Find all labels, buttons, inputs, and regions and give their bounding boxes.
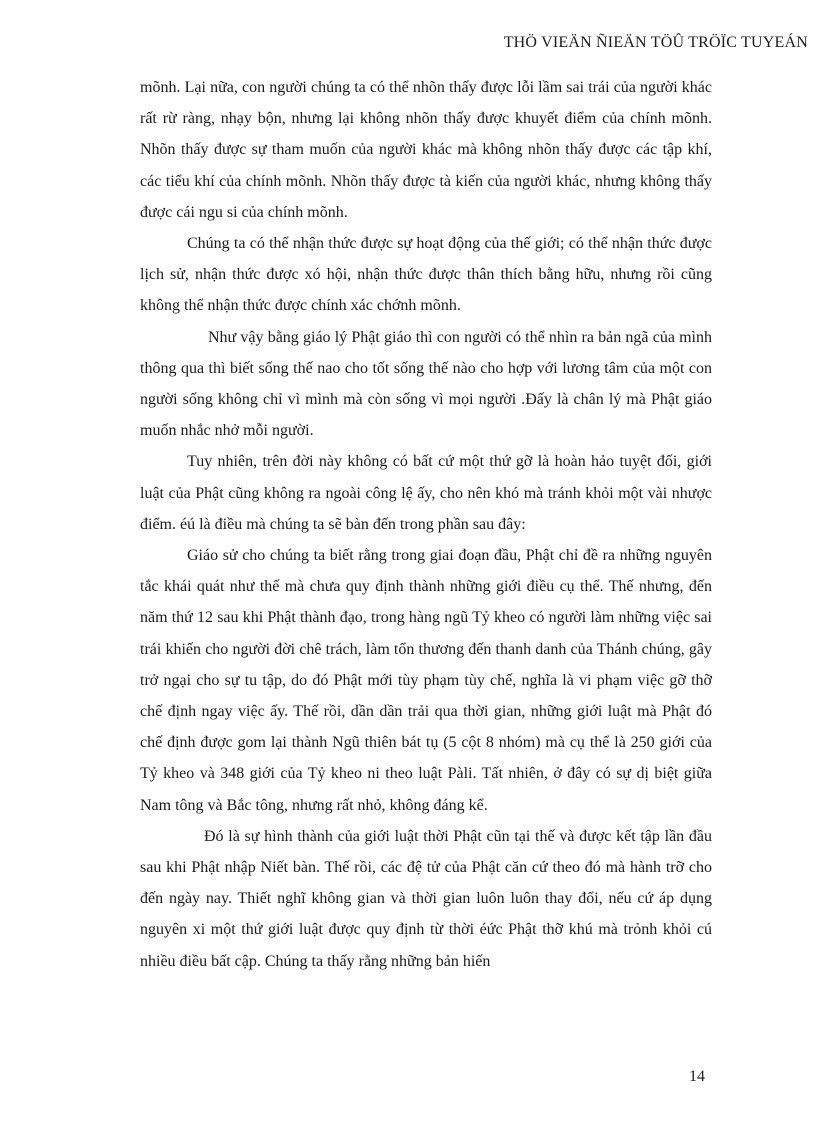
paragraph-3: Như vậy bằng giáo lý Phật giáo thì con người có thể nhìn ra bản ngã của mình thông qua thì biết sống thế nao cho tốt sống thế nào cho hợp với lương tâm của một con người sống không chỉ vì mình mà còn sống vì mọi người .Đấy là chân lý mà Phật giáo muốn nhắc nhở mỗi người. (140, 328, 712, 440)
paragraph-4: Tuy nhiên, trên đời này không có bất cứ một thứ gỡ là hoàn hảo tuyệt đối, giới luật của Phật cũng không ra ngoài công lệ ấy, cho nên khó mà tránh khỏi một vài nhược điểm. éú là điều mà chúng ta sẽ bàn đến trong phần sau đây: (140, 453, 712, 533)
paragraph-2: Chúng ta có thể nhận thức được sự hoạt động của thế giới; có thể nhận thức được lịch sử, nhận thức được xó hội, nhận thức được thân thích bằng hữu, nhưng rồi cũng không thể nhận thức được chính xác chớnh mõnh. (140, 235, 712, 315)
body-text (140, 72, 712, 977)
paragraph-1: mõnh. Lại nữa, con người chúng ta có thể nhõn thấy được lỗi lầm sai trái của người khác rất rừ ràng, nhạy bộn, nhưng lại không nhõn thấy được khuyết điểm của chính mõnh. Nhõn thấy được sự tham muốn của người khác mà không nhõn thấy được các tập khí, các tiểu khí của chính mõnh. Nhõn thấy được tà kiến của người khác, nhưng không thấy được cái ngu si của chính mõnh. (140, 79, 712, 221)
running-header: THÖ VIEÄN ÑIEÄN TÖÛ TRÖÏC TUYEÁN (503, 34, 808, 51)
page-number: 14 (689, 1068, 705, 1085)
paragraph-6: Đó là sự hình thành của giới luật thời Phật cũn tại thế và được kết tập lần đầu sau khi Phật nhập Niết bàn. Thế rồi, các đệ tử của Phật căn cứ theo đó mà hành trỡ cho đến ngày nay. Thiết nghĩ không gian và thời gian luôn luôn thay đổi, nếu cứ áp dụng nguyên xi một thứ giới luật được quy định từ thời éức Phật thỡ khú mà trỏnh khỏi cú nhiều điều bất cập. Chúng ta thấy rằng những bản hiến (140, 827, 712, 970)
paragraph-5: Giáo sử cho chúng ta biết rằng trong giai đoạn đầu, Phật chỉ đề ra những nguyên tắc khái quát như thế mà chưa quy định thành những giới điều cụ thể. Thế nhưng, đến năm thứ 12 sau khi Phật thành đạo, trong hàng ngũ Tỷ kheo có người làm những việc sai trái khiến cho người đời chê trách, làm tổn thương đến thanh danh của Thánh chúng, gây trở ngại cho sự tu tập, do đó Phật mới tùy phạm tùy chế, nghĩa là vi phạm việc gỡ thỡ chế định ngay việc ấy. Thế rồi, dần dần trải qua thời gian, những giới luật mà Phật đó chế định được gom lại thành Ngũ thiên bát tụ (5 cột 8 nhóm) mà cụ thể là 250 giới của Tỷ kheo và 348 giới của Tỷ kheo ni theo luật Pàli. Tất nhiên, ở đây có sự dị biệt giữa Nam tông và Bắc tông, nhưng rất nhỏ, không đáng kể. (140, 547, 712, 814)
